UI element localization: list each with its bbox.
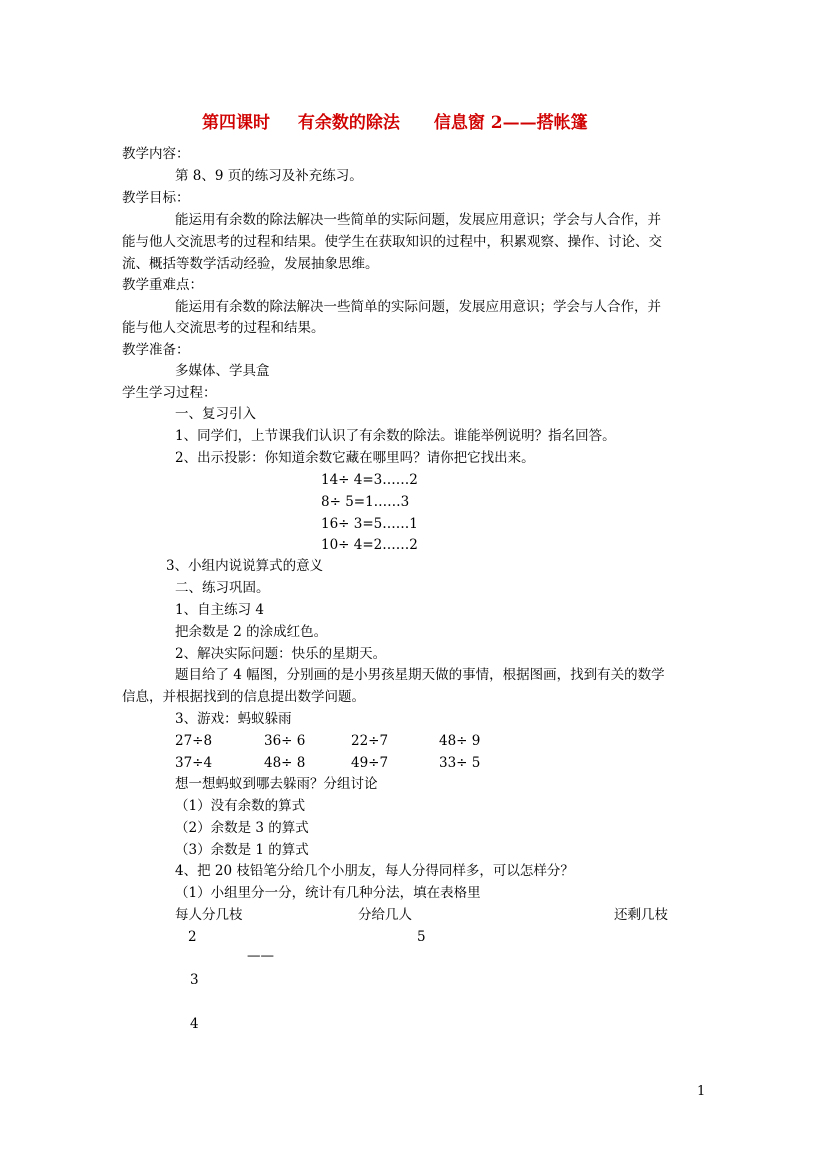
table-cell: 5: [417, 929, 426, 945]
title-window: 信息窗 2——搭帐篷: [433, 113, 588, 133]
table-header: 每人分几枝: [175, 907, 243, 923]
table-cell: 4: [190, 1016, 199, 1032]
equation: 16÷ 3=5……1: [321, 516, 418, 532]
goal-line: 流、概括等数学活动经验，发展抽象思维。: [122, 256, 379, 272]
table-cell: 2: [188, 929, 197, 945]
game-item: （3）余数是 1 的算式: [175, 842, 309, 858]
table-header: 还剩几枝: [614, 907, 668, 923]
game-expression: 22÷7: [351, 733, 389, 749]
key-line: 能与他人交流思考的过程和结果。: [122, 320, 325, 336]
section-item: 3、游戏：蚂蚁躲雨: [175, 711, 292, 727]
prep-text: 多媒体、学具盒: [175, 363, 270, 379]
prep-label: 教学准备：: [122, 342, 190, 358]
section-heading: 二、练习巩固。: [175, 580, 270, 596]
section-text: （1）小组里分一分，统计有几种分法，填在表格里: [175, 885, 481, 901]
section-item: 1、同学们，上节课我们认识了有余数的除法。谁能举例说明？指名回答。: [175, 428, 616, 444]
key-line: 能运用有余数的除法解决一些简单的实际问题，发展应用意识；学会与人合作，并: [175, 299, 661, 315]
game-expression: 48÷ 8: [264, 755, 306, 771]
game-expression: 33÷ 5: [439, 755, 481, 771]
game-item: （2）余数是 3 的算式: [175, 820, 309, 836]
content-text: 第 8、9 页的练习及补充练习。: [175, 168, 363, 184]
section-text: 题目给了 4 幅图，分别画的是小男孩星期天做的事情，根据图画，找到有关的数学: [175, 667, 665, 683]
equation: 14÷ 4=3……2: [321, 472, 418, 488]
table-header: 分给几人: [358, 907, 412, 923]
page-title: [202, 113, 588, 133]
game-expression: 49÷7: [351, 755, 389, 771]
key-label: 教学重难点：: [122, 277, 203, 293]
content-label: 教学内容：: [122, 146, 190, 162]
table-dash: ——: [247, 948, 274, 964]
game-expression: 37÷4: [175, 755, 213, 771]
equation: 10÷ 4=2……2: [321, 537, 418, 553]
table-cell: 3: [190, 972, 199, 988]
title-topic: 有余数的除法: [297, 113, 400, 133]
goal-line: 能运用有余数的除法解决一些简单的实际问题，发展应用意识；学会与人合作，并: [175, 212, 661, 228]
goal-line: 能与他人交流思考的过程和结果。使学生在获取知识的过程中，积累观察、操作、讨论、交: [122, 234, 662, 250]
game-item: （1）没有余数的算式: [175, 798, 306, 814]
section-item: 3、小组内说说算式的意义: [166, 558, 324, 574]
equation: 8÷ 5=1……3: [321, 494, 410, 510]
game-expression: 36÷ 6: [264, 733, 306, 749]
game-expression: 48÷ 9: [439, 733, 481, 749]
process-label: 学生学习过程：: [122, 385, 217, 401]
section-heading: 一、复习引入: [175, 406, 256, 422]
section-item: 4、把 20 枝铅笔分给几个小朋友，每人分得同样多，可以怎样分？: [175, 863, 574, 879]
page-number: 1: [697, 1084, 706, 1099]
title-lesson: 第四课时: [202, 113, 270, 133]
goal-label: 教学目标：: [122, 190, 190, 206]
section-item: 1、自主练习 4: [175, 602, 264, 618]
game-question: 想一想蚂蚁到哪去躲雨？分组讨论: [175, 776, 378, 792]
section-text: 把余数是 2 的涂成红色。: [175, 624, 328, 640]
section-item: 2、解决实际问题：快乐的星期天。: [175, 646, 387, 662]
section-text: 信息，并根据找到的信息提出数学问题。: [122, 689, 365, 705]
section-item: 2、出示投影：你知道余数它藏在哪里吗？请你把它找出来。: [175, 450, 535, 466]
game-expression: 27÷8: [175, 733, 213, 749]
